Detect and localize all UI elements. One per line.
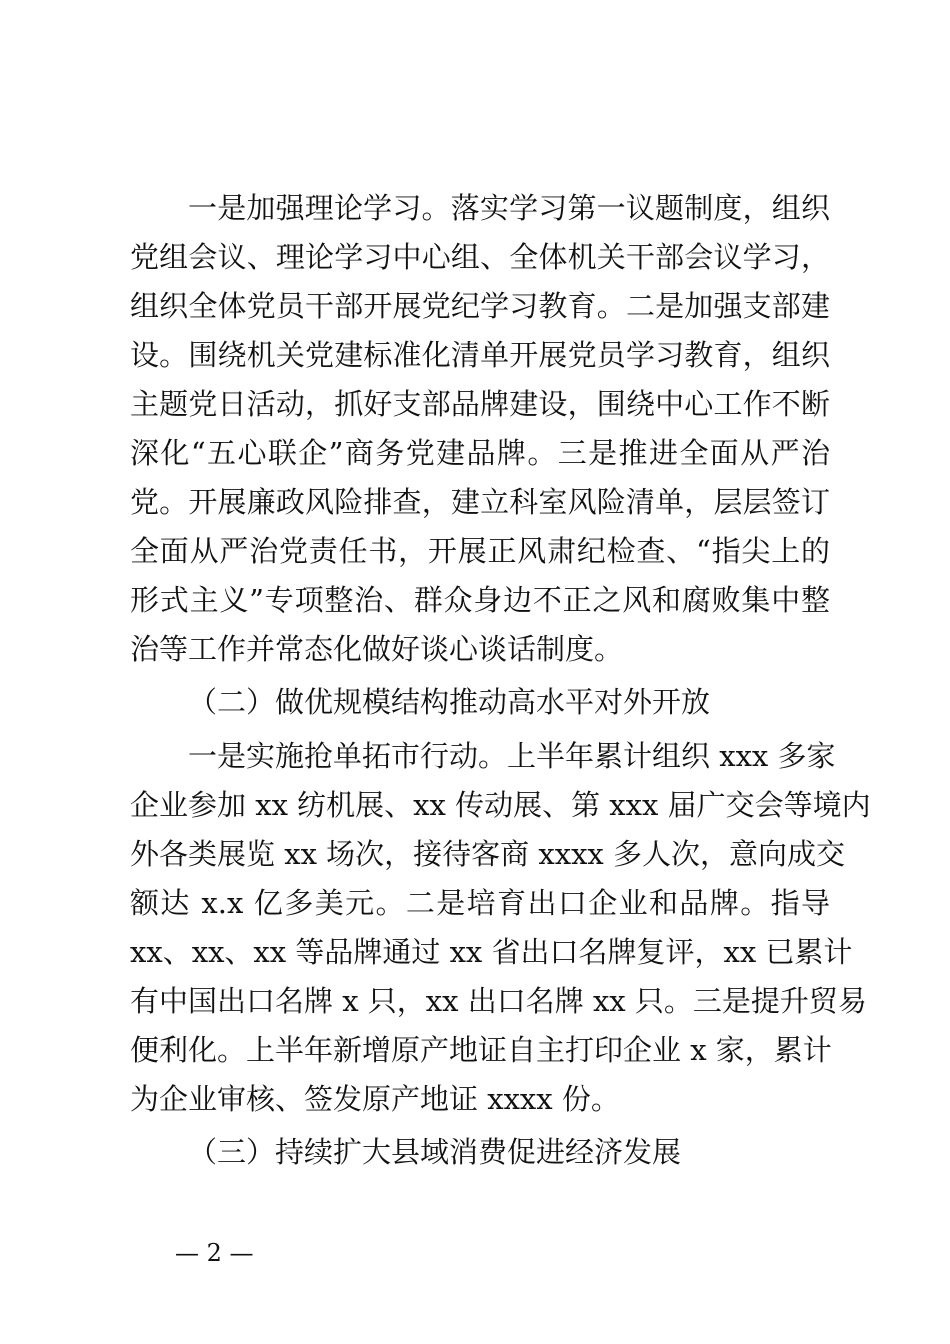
section-heading-2: （二）做优规模结构推动高水平对外开放 bbox=[188, 685, 711, 719]
paragraph-1-line-6: 深化“五心联企”商务党建品牌。三是推进全面从严治 bbox=[130, 436, 830, 470]
paragraph-2-line-3: 外各类展览 xx 场次，接待客商 xxxx 多人次，意向成交 bbox=[130, 837, 846, 871]
section-heading-3: （三）持续扩大县域消费促进经济发展 bbox=[188, 1135, 682, 1169]
paragraph-1-line-3: 组织全体党员干部开展党纪学习教育。二是加强支部建 bbox=[130, 289, 830, 323]
paragraph-2-line-4: 额达 x.x 亿多美元。二是培育出口企业和品牌。指导 bbox=[130, 886, 830, 920]
paragraph-1-line-5: 主题党日活动，抓好支部品牌建设，围绕中心工作不断 bbox=[130, 387, 830, 421]
page-number: — 2 — bbox=[175, 1239, 254, 1267]
paragraph-2-line-6: 有中国出口名牌 x 只，xx 出口名牌 xx 只。三是提升贸易 bbox=[130, 984, 867, 1018]
paragraph-1-line-10: 治等工作并常态化做好谈心谈话制度。 bbox=[130, 632, 624, 666]
paragraph-2-line-2: 企业参加 xx 纺机展、xx 传动展、第 xxx 届广交会等境内 bbox=[130, 788, 871, 822]
paragraph-1-line-8: 全面从严治党责任书，开展正风肃纪检查、“指尖上的 bbox=[130, 534, 830, 568]
paragraph-2-line-5: xx、xx、xx 等品牌通过 xx 省出口名牌复评，xx 已累计 bbox=[130, 935, 853, 969]
paragraph-2-line-7: 便利化。上半年新增原产地证自主打印企业 x 家，累计 bbox=[130, 1033, 832, 1067]
paragraph-1-line-7: 党。开展廉政风险排查，建立科室风险清单，层层签订 bbox=[130, 485, 830, 519]
paragraph-1-line-1: 一是加强理论学习。落实学习第一议题制度，组织 bbox=[188, 191, 830, 225]
paragraph-2-line-8: 为企业审核、签发原产地证 xxxx 份。 bbox=[130, 1082, 620, 1116]
paragraph-1-line-9: 形式主义”专项整治、群众身边不正之风和腐败集中整 bbox=[130, 583, 830, 617]
paragraph-2-line-1: 一是实施抢单拓市行动。上半年累计组织 xxx 多家 bbox=[188, 739, 836, 773]
paragraph-1-line-2: 党组会议、理论学习中心组、全体机关干部会议学习， bbox=[130, 240, 830, 274]
paragraph-1-line-4: 设。围绕机关党建标准化清单开展党员学习教育，组织 bbox=[130, 338, 830, 372]
